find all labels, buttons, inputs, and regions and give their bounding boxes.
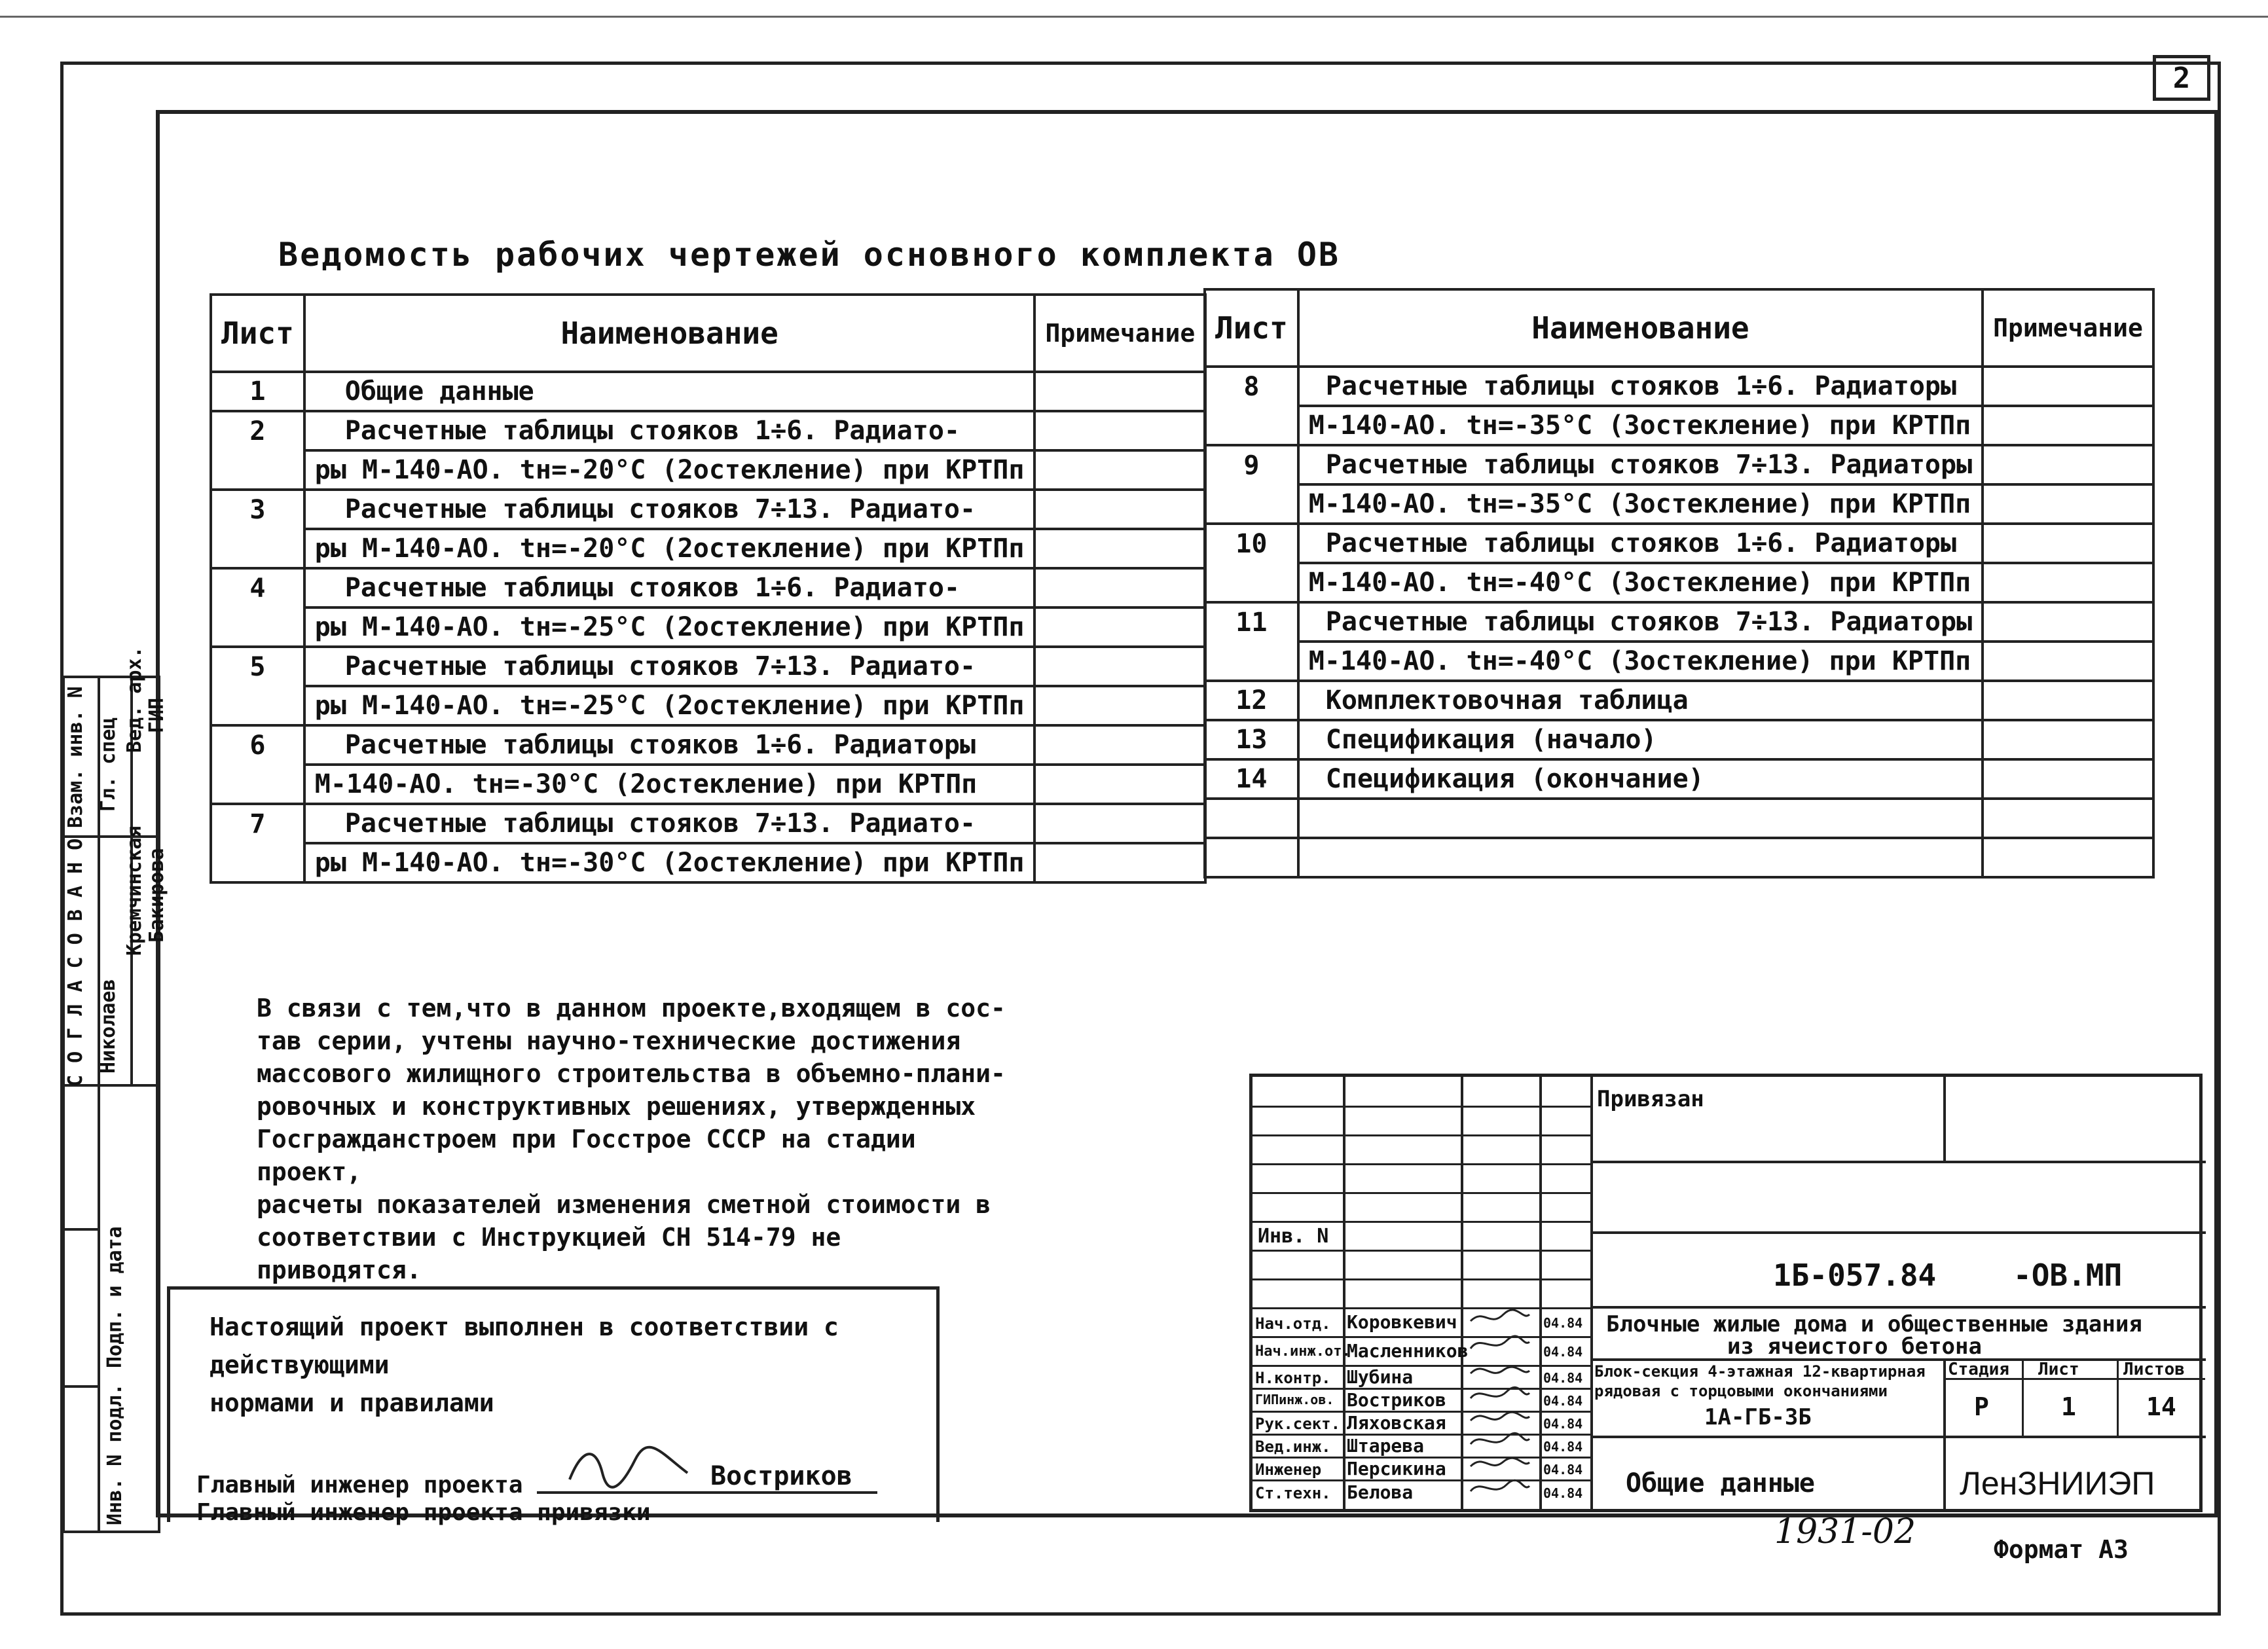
listov-value: 14 — [2146, 1392, 2176, 1421]
table-row: 6 Расчетные таблицы стояков 1÷6. Радиаторы — [211, 725, 1205, 765]
name-bakirova: Бакирова — [145, 848, 168, 943]
table-row: 9 Расчетные таблицы стояков 7÷13. Радиаторы — [1205, 445, 2153, 484]
role-gip: ГИП — [145, 697, 168, 733]
table-row: М-140-АО. tн=-35°С (3остекление) при КРТПп — [1205, 406, 2153, 445]
table-row: ры М-140-АО. tн=-25°С (2остекление) при КРТПп — [211, 607, 1205, 647]
table-row: М-140-АО. tн=-40°С (3остекление) при КРТПп — [1205, 642, 2153, 681]
table-row: ры М-140-АО. tн=-30°С (2остекление) при КРТПп — [211, 843, 1205, 882]
soglasovano-label: С О Г Л А С О В А Н О — [64, 838, 87, 1087]
doc-code-suffix: -ОВ.МП — [2013, 1258, 2123, 1293]
col-header-sheet: Лист — [1205, 289, 1298, 367]
sheet-title: Общие данные — [1626, 1468, 1815, 1498]
table-row: 10 Расчетные таблицы стояков 1÷6. Радиаторы — [1205, 524, 2153, 563]
page-title: Ведомость рабочих чертежей основного комплекта ОВ — [278, 236, 1341, 274]
field-inv-podl: Инв. N подл. — [103, 1383, 126, 1525]
listov-label: Листов — [2123, 1360, 2185, 1379]
chief-engineer-binding-label: Главный инженер проекта привязки — [196, 1499, 651, 1526]
title-block: Привязан Инв. N 1Б-057.84 -ОВ.МП Блочные жилые дома и общественные здания из ячеистого бетона Блок-секция 4-этажная 12-квартирная рядовая с торцовыми окончаниями 1А-ГБ-3Б Стадия Лист Листов Р 1 14 Общие данные ЛенЗНИИЭП Нач.отд. Коровкевич 04.84 Нач.инж.от. Масленников 04.84 Н.контр. Шубина 04.84 ГИПинж.ов. Востриков 04.84 Рук.сект. Ляховская 04.84 Вед.инж. Штарева 04.84 Инженер Персикина 04.84 Ст.техн. Белова 04.84 — [1249, 1074, 2203, 1512]
sheet-list-table-left — [210, 293, 1207, 884]
table-row: 14 Спецификация (окончание) — [1205, 759, 2153, 799]
format-label: Формат А3 — [1994, 1535, 2129, 1564]
table-row: ры М-140-АО. tн=-20°С (2остекление) при КРТПп — [211, 529, 1205, 568]
note-paragraph: В связи с тем,что в данном проекте,входящем в сос- тав серии, учтены научно-технические достижения массового жилищного строительства в объемно-плани- ровочных и конструктивных решениях, утвержденных Госгражданстроем при Госстрое СССР на стадии проект, расчеты показателей изменения сметной стоимости в соответствии с Инструкцией СН 514-79 не приводятся. — [257, 994, 1006, 1284]
section-line-3: 1А-ГБ-3Б — [1704, 1404, 1812, 1430]
col-header-sheet: Лист — [211, 295, 304, 372]
name-kremchinskaya: Кремчинская — [123, 825, 146, 956]
section-line-2: рядовая с торцовыми окончаниями — [1594, 1382, 1888, 1400]
project-title-1: Блочные жилые дома и общественные здания — [1606, 1311, 2142, 1337]
table-row: 1 Общие данные — [211, 372, 1205, 411]
table-row: 7 Расчетные таблицы стояков 7÷13. Радиато- — [211, 804, 1205, 843]
field-vzam-inv: Взам. инв. N — [64, 686, 87, 828]
table-row: 12 Комплектовочная таблица — [1205, 681, 2153, 720]
table-row: М-140-АО. tн=-30°С (2остекление) при КРТПп — [211, 765, 1205, 804]
stadiya-value: Р — [1974, 1392, 1989, 1421]
table-row: 13 Спецификация (начало) — [1205, 720, 2153, 759]
stamp-signatures — [1464, 1308, 1536, 1511]
table-row: 2 Расчетные таблицы стояков 1÷6. Радиато- — [211, 411, 1205, 450]
table-row: ры М-140-АО. tн=-20°С (2остекление) при КРТПп — [211, 450, 1205, 490]
doc-code: 1Б-057.84 — [1773, 1258, 1937, 1293]
table-row — [1205, 838, 2153, 877]
stadiya-label: Стадия — [1948, 1360, 2009, 1379]
archive-number: 1931-02 — [1774, 1512, 1916, 1551]
list-label: Лист — [2038, 1360, 2079, 1379]
role-gl-spec: Гл. спец — [97, 717, 120, 812]
role-ved-arh: Вед. арх. — [123, 646, 146, 753]
table-row: 5 Расчетные таблицы стояков 7÷13. Радиато- — [211, 647, 1205, 686]
table-row: ры М-140-АО. tн=-25°С (2остекление) при КРТПп — [211, 686, 1205, 725]
table-row: М-140-АО. tн=-35°С (3остекление) при КРТПп — [1205, 484, 2153, 524]
table-row: 4 Расчетные таблицы стояков 1÷6. Радиато- — [211, 568, 1205, 607]
table-row: М-140-АО. tн=-40°С (3остекление) при КРТПп — [1205, 563, 2153, 602]
table-row: 11 Расчетные таблицы стояков 7÷13. Радиаторы — [1205, 602, 2153, 642]
table-row: 3 Расчетные таблицы стояков 7÷13. Радиато- — [211, 490, 1205, 529]
inv-label: Инв. N — [1258, 1225, 1329, 1248]
section-line-1: Блок-секция 4-этажная 12-квартирная — [1594, 1362, 1926, 1381]
corner-sheet-number: 2 — [2153, 55, 2210, 101]
col-header-name: Наименование — [304, 295, 1035, 372]
field-podp-data: Подп. и дата — [103, 1226, 126, 1368]
table-row — [1205, 799, 2153, 838]
project-title-2: из ячеистого бетона — [1727, 1333, 1982, 1360]
privyazan-label: Привязан — [1597, 1086, 1704, 1112]
chief-engineer-label: Главный инженер проекта — [196, 1472, 523, 1498]
col-header-note: Примечание — [1983, 289, 2153, 367]
top-border-line — [0, 16, 2268, 18]
col-header-name: Наименование — [1298, 289, 1983, 367]
table-row: 8 Расчетные таблицы стояков 1÷6. Радиаторы — [1205, 367, 2153, 406]
org-name: ЛенЗНИИЭП — [1960, 1465, 2155, 1502]
name-nikolaev: Николаев — [97, 979, 120, 1074]
chief-engineer-name: Востриков — [710, 1461, 852, 1491]
compliance-text: Настоящий проект выполнен в соответствии с действующими нормами и правилами — [210, 1313, 839, 1417]
signature-scribble — [563, 1440, 694, 1493]
sheet-list-table-right — [1203, 288, 2155, 879]
list-value: 1 — [2061, 1392, 2076, 1421]
col-header-note: Примечание — [1034, 295, 1205, 372]
